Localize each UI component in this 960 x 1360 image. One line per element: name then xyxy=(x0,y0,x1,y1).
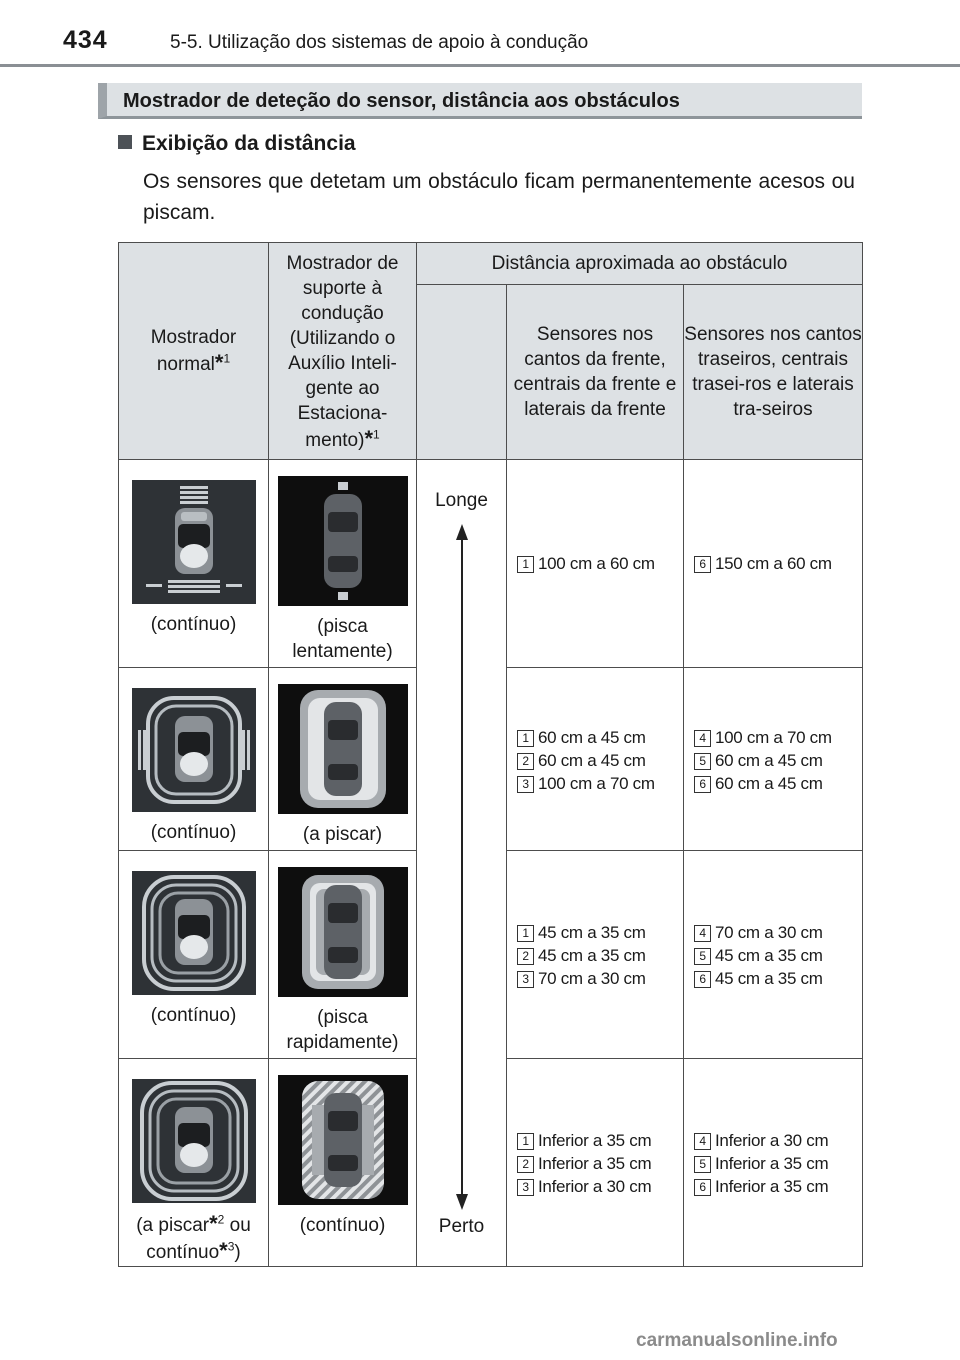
label-near: Perto xyxy=(438,1216,485,1237)
distance-value: 45 cm a 35 cm xyxy=(538,946,646,965)
distance-entry xyxy=(507,1129,683,1152)
distance-value: Inferior a 35 cm xyxy=(538,1154,652,1173)
distance-entry xyxy=(684,552,862,575)
distance-value: 45 cm a 35 cm xyxy=(538,923,646,942)
normal-display-cell xyxy=(119,1059,269,1267)
sensor-number: 6 xyxy=(694,1179,711,1196)
normal-display-image-row1 xyxy=(132,480,256,604)
section-bar xyxy=(98,83,862,119)
sub-heading-text: Exibição da distância xyxy=(142,132,356,155)
support-display-cell xyxy=(269,668,417,851)
distance-table xyxy=(118,242,863,1267)
distance-value: 60 cm a 45 cm xyxy=(715,774,823,793)
front-distance-cell xyxy=(507,851,684,1059)
distance-entry xyxy=(684,944,862,967)
normal-caption-part: (a piscar xyxy=(136,1215,210,1236)
sensor-number: 4 xyxy=(694,730,711,747)
distance-value: 45 cm a 35 cm xyxy=(715,946,823,965)
rear-distance-cell xyxy=(684,851,863,1059)
sensor-number: 2 xyxy=(517,948,534,965)
front-distance-cell xyxy=(507,1059,684,1267)
sensor-number: 4 xyxy=(694,1133,711,1150)
footnote-ref: 1 xyxy=(223,351,231,366)
normal-caption xyxy=(119,1211,268,1265)
distance-value: Inferior a 35 cm xyxy=(715,1177,829,1196)
distance-entry xyxy=(684,921,862,944)
normal-display-image-row4 xyxy=(132,1079,256,1203)
support-caption: (a piscar) xyxy=(302,824,383,845)
support-display-image-row4 xyxy=(278,1075,408,1205)
sensor-number: 3 xyxy=(517,1179,534,1196)
support-display-image-row1 xyxy=(278,476,408,606)
chapter-title: 5-5. Utilização dos sistemas de apoio à condução xyxy=(170,32,589,53)
sensor-number: 6 xyxy=(694,556,711,573)
page-number: 434 xyxy=(63,26,108,54)
distance-entry xyxy=(507,772,683,795)
sensor-number: 2 xyxy=(517,1156,534,1173)
normal-display-cell xyxy=(119,668,269,851)
distance-entry xyxy=(507,749,683,772)
distance-entry xyxy=(684,1175,862,1198)
distance-value: Inferior a 35 cm xyxy=(538,1131,652,1150)
header-support-display xyxy=(269,243,417,460)
normal-display-cell xyxy=(119,460,269,668)
header-support-text: Mostrador de suporte à condução (Utilizando o Auxílio Inteli-gente ao Estaciona-mento) xyxy=(286,253,399,451)
normal-display-image-row3 xyxy=(132,871,256,995)
support-caption: (pisca lentamente) xyxy=(292,616,393,662)
distance-value: 70 cm a 30 cm xyxy=(538,969,646,988)
sensor-number: 5 xyxy=(694,948,711,965)
footnote-star: * xyxy=(219,1238,228,1263)
distance-entry xyxy=(684,1152,862,1175)
header-normal-display xyxy=(119,243,269,460)
sensor-number: 2 xyxy=(517,753,534,770)
normal-caption-part: ) xyxy=(234,1242,241,1263)
header-rear-sensors: Sensores nos cantos traseiros, centrais trasei-ros e laterais tra-seiros xyxy=(684,285,863,460)
footnote-star: * xyxy=(214,350,224,375)
sensor-number: 1 xyxy=(517,730,534,747)
footnote-ref: 3 xyxy=(227,1239,235,1254)
distance-entry xyxy=(507,944,683,967)
distance-value: 100 cm a 70 cm xyxy=(538,774,655,793)
distance-value: Inferior a 30 cm xyxy=(538,1177,652,1196)
distance-value: 150 cm a 60 cm xyxy=(715,554,832,573)
support-caption: (pisca rapidamente) xyxy=(286,1007,399,1053)
distance-value: 60 cm a 45 cm xyxy=(538,728,646,747)
distance-value: 60 cm a 45 cm xyxy=(715,751,823,770)
rear-distance-cell xyxy=(684,668,863,851)
sub-heading xyxy=(118,132,356,156)
sensor-number: 4 xyxy=(694,925,711,942)
distance-value: 45 cm a 35 cm xyxy=(715,969,823,988)
sensor-number: 3 xyxy=(517,971,534,988)
sensor-number: 5 xyxy=(694,753,711,770)
distance-entry xyxy=(507,1175,683,1198)
front-distance-cell xyxy=(507,460,684,668)
distance-arrow-column xyxy=(417,460,507,1267)
support-display-cell xyxy=(269,1059,417,1267)
distance-entry xyxy=(684,967,862,990)
rear-distance-cell xyxy=(684,460,863,668)
footnote-ref: 1 xyxy=(373,427,380,442)
distance-entry xyxy=(507,726,683,749)
section-title: Mostrador de deteção do sensor, distância aos obstáculos xyxy=(123,90,680,112)
label-far: Longe xyxy=(435,490,488,511)
footnote-star: * xyxy=(364,426,373,451)
distance-entry xyxy=(507,967,683,990)
distance-entry xyxy=(684,772,862,795)
sensor-number: 3 xyxy=(517,776,534,793)
distance-value: 100 cm a 70 cm xyxy=(715,728,832,747)
support-caption: (contínuo) xyxy=(299,1215,386,1236)
distance-entry xyxy=(507,1152,683,1175)
distance-value: 60 cm a 45 cm xyxy=(538,751,646,770)
sensor-number: 6 xyxy=(694,776,711,793)
rear-distance-cell xyxy=(684,1059,863,1267)
double-arrow-icon xyxy=(455,524,469,1210)
header-rule xyxy=(0,64,960,67)
sensor-number: 5 xyxy=(694,1156,711,1173)
distance-entry xyxy=(507,552,683,575)
watermark: carmanualsonline.info xyxy=(636,1330,838,1351)
header-arrow-blank xyxy=(417,285,507,460)
normal-display-cell xyxy=(119,851,269,1059)
normal-caption: (contínuo) xyxy=(150,614,237,635)
front-distance-cell xyxy=(507,668,684,851)
header-distance: Distância aproximada ao obstáculo xyxy=(417,243,863,285)
support-display-image-row2 xyxy=(278,684,408,814)
distance-value: Inferior a 30 cm xyxy=(715,1131,829,1150)
distance-entry xyxy=(507,921,683,944)
support-display-cell xyxy=(269,851,417,1059)
distance-entry xyxy=(684,749,862,772)
sensor-number: 1 xyxy=(517,1133,534,1150)
header-normal-text: Mostrador normal xyxy=(150,327,237,375)
header-front-sensors: Sensores nos cantos da frente, centrais da frente e laterais da frente xyxy=(507,285,684,460)
body-text: Os sensores que detetam um obstáculo ficam permanentemente acesos ou piscam. xyxy=(143,170,855,224)
distance-value: 100 cm a 60 cm xyxy=(538,554,655,573)
footnote-star: * xyxy=(209,1211,218,1236)
distance-value: Inferior a 35 cm xyxy=(715,1154,829,1173)
support-display-image-row3 xyxy=(278,867,408,997)
distance-entry xyxy=(684,726,862,749)
sensor-number: 1 xyxy=(517,556,534,573)
sensor-number: 1 xyxy=(517,925,534,942)
sensor-number: 6 xyxy=(694,971,711,988)
normal-display-image-row2 xyxy=(132,688,256,812)
footnote-ref: 2 xyxy=(217,1212,225,1227)
normal-caption-part: ou contínuo xyxy=(146,1215,251,1263)
normal-caption: (contínuo) xyxy=(150,822,237,843)
square-bullet-icon xyxy=(118,135,132,149)
distance-entry xyxy=(684,1129,862,1152)
distance-value: 70 cm a 30 cm xyxy=(715,923,823,942)
support-display-cell xyxy=(269,460,417,668)
normal-caption: (contínuo) xyxy=(150,1005,237,1026)
